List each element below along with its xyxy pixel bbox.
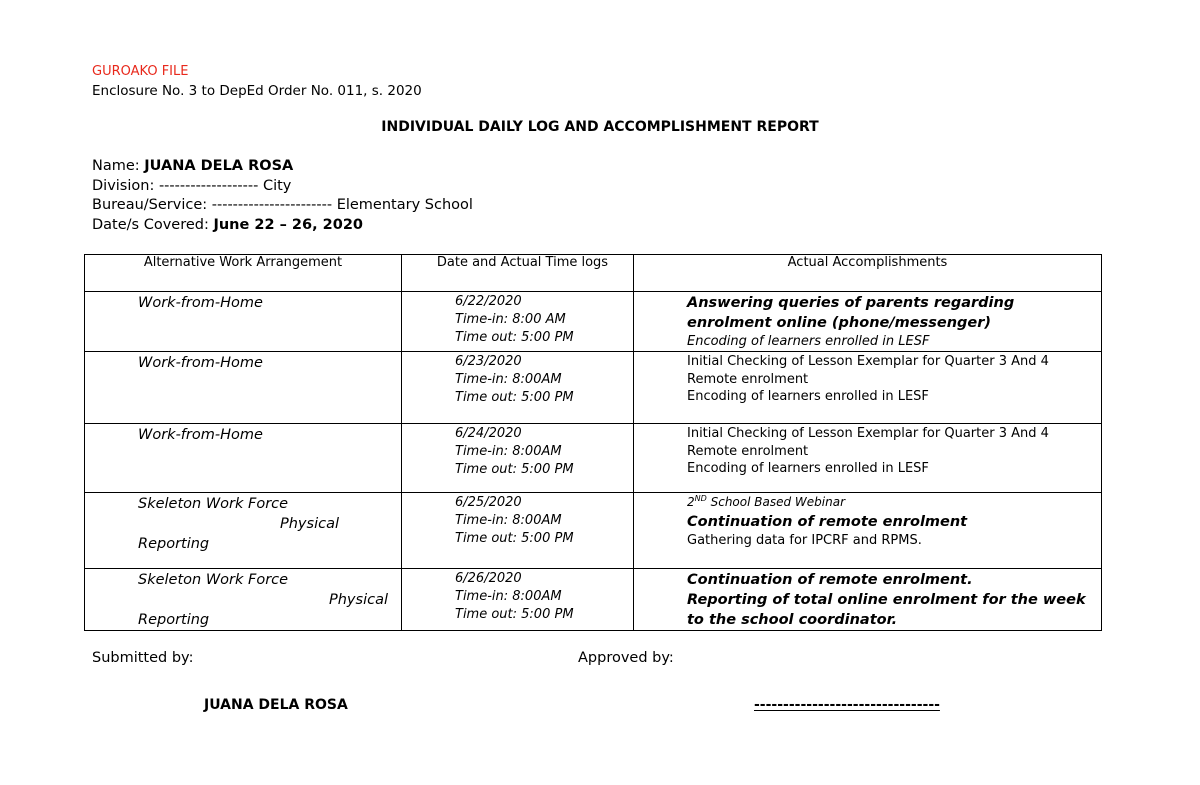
arrangement-line: Skeleton Work Force (138, 496, 289, 512)
arrangement-text (85, 569, 401, 630)
table-row (85, 424, 1102, 493)
time-log (402, 569, 633, 624)
time-in: Time-in: 8:00AM (455, 513, 562, 528)
arrangement-text: Work-from-Home (138, 355, 263, 371)
time-out: Time out: 5:00 PM (455, 607, 574, 622)
accomplishment-cell (634, 424, 1102, 493)
webinar-text: School Based Webinar (706, 495, 846, 509)
table-row (85, 493, 1102, 569)
accomplishment-cell (634, 493, 1102, 569)
name-label: Name: (92, 158, 145, 174)
accomplishment-cell (634, 292, 1102, 352)
header-date-time-text: Date and Actual Time logs (436, 255, 609, 270)
time-log-cell (402, 569, 634, 631)
daily-log-table (84, 254, 1102, 631)
arrangement-cell (85, 292, 402, 352)
arrangement-text: Work-from-Home (138, 427, 263, 443)
time-in: Time-in: 8:00AM (455, 589, 562, 604)
time-out: Time out: 5:00 PM (455, 330, 574, 345)
time-in: Time-in: 8:00 AM (455, 312, 566, 327)
accomplishment-list (634, 493, 1101, 549)
time-log-cell (402, 493, 634, 569)
dates-label: Date/s Covered: (92, 217, 214, 233)
division-line: Division: ------------------- City (92, 178, 292, 194)
table-row (85, 569, 1102, 631)
accomplishment-item: Encoding of learners enrolled in LESF (687, 461, 929, 476)
bureau-line: Bureau/Service: ----------------------- Elementary School (92, 197, 473, 213)
accomplishment-list (634, 292, 1101, 351)
accomplishment-item: Continuation of remote enrolment. (687, 572, 973, 588)
dates-value: June 22 – 26, 2020 (213, 217, 364, 233)
accomplishment-item (687, 494, 1097, 512)
accomplishment-list (634, 352, 1101, 406)
arrangement-line: Physical (329, 592, 388, 608)
time-log-cell (402, 292, 634, 352)
submitted-by-name: JUANA DELA ROSA (204, 697, 348, 713)
enclosure-reference: Enclosure No. 3 to DepEd Order No. 011, s. 2020 (92, 83, 422, 99)
header-arrangement: Alternative Work Arrangement (85, 255, 402, 292)
name-line (92, 158, 293, 174)
accomplishment-item: Initial Checking of Lesson Exemplar for Quarter 3 And 4 (687, 426, 1049, 441)
table-row (85, 352, 1102, 424)
brand-label: GUROAKO FILE (92, 64, 189, 79)
webinar-number: 2 (687, 495, 695, 509)
accomplishment-cell (634, 352, 1102, 424)
arrangement-cell (85, 493, 402, 569)
log-date: 6/23/2020 (455, 354, 522, 369)
time-in: Time-in: 8:00AM (455, 444, 562, 459)
arrangement-text: Work-from-Home (138, 295, 263, 311)
time-out: Time out: 5:00 PM (455, 531, 574, 546)
accomplishment-item: Answering queries of parents regarding enrolment online (phone/messenger) (687, 295, 1015, 331)
time-log (402, 352, 633, 407)
time-out: Time out: 5:00 PM (455, 390, 574, 405)
table-header-row (85, 255, 1102, 292)
accomplishment-item: Remote enrolment (687, 443, 809, 459)
arrangement-cell (85, 424, 402, 493)
arrangement-line: Physical (280, 516, 339, 532)
webinar-ordinal: ND (694, 494, 707, 503)
log-date: 6/26/2020 (455, 571, 522, 586)
time-log-cell (402, 352, 634, 424)
header-accomplishments: Actual Accomplishments (634, 255, 1102, 292)
accomplishment-list (634, 424, 1101, 478)
accomplishment-item: Gathering data for IPCRF and RPMS. (687, 532, 922, 548)
log-date: 6/25/2020 (455, 495, 522, 510)
time-log (402, 292, 633, 347)
submitted-by-label: Submitted by: (92, 650, 194, 666)
time-out: Time out: 5:00 PM (455, 462, 574, 477)
time-log-cell (402, 424, 634, 493)
log-date: 6/24/2020 (455, 426, 522, 441)
name-value: JUANA DELA ROSA (144, 158, 294, 174)
time-log (402, 493, 633, 548)
arrangement-cell (85, 352, 402, 424)
accomplishment-cell (634, 569, 1102, 631)
accomplishment-item: Initial Checking of Lesson Exemplar for Quarter 3 And 4 (687, 354, 1049, 369)
accomplishment-list (634, 569, 1101, 630)
accomplishment-item: Encoding of learners enrolled in LESF (687, 334, 930, 349)
arrangement-cell (85, 569, 402, 631)
arrangement-line: Skeleton Work Force (138, 572, 289, 588)
accomplishment-item: Continuation of remote enrolment (687, 513, 968, 530)
dates-covered-line (92, 217, 363, 233)
time-log (402, 424, 633, 479)
approved-by-label: Approved by: (578, 650, 674, 666)
approved-by-signature-line: -------------------------------- (754, 697, 940, 713)
accomplishment-item: Reporting of total online enrolment for the week to the school coordinator. (687, 592, 1086, 628)
time-in: Time-in: 8:00AM (455, 372, 562, 387)
table-row (85, 292, 1102, 352)
accomplishment-item: Encoding of learners enrolled in LESF (687, 389, 929, 404)
arrangement-line: Reporting (138, 536, 210, 552)
log-date: 6/22/2020 (455, 294, 522, 309)
arrangement-text (85, 493, 401, 554)
accomplishment-item: Remote enrolment (687, 371, 809, 387)
header-date-time (402, 255, 634, 292)
report-title: INDIVIDUAL DAILY LOG AND ACCOMPLISHMENT REPORT (381, 119, 819, 135)
arrangement-line: Reporting (138, 612, 210, 628)
